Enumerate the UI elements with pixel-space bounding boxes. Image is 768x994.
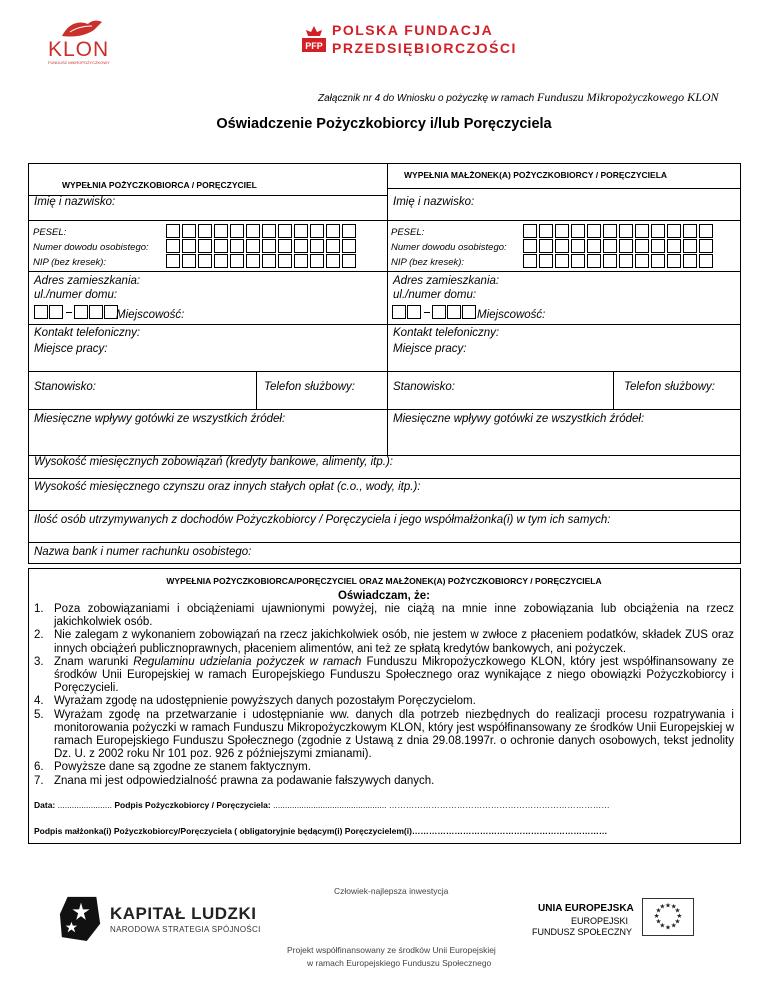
eu-flag-icon (642, 898, 694, 936)
svg-text:★: ★ (665, 923, 671, 932)
right-work-phone-label: Telefon służbowy: (624, 381, 715, 393)
left-pesel-label: PESEL: (33, 227, 67, 238)
svg-text:★: ★ (659, 921, 666, 930)
cofinance-line1: Projekt współfinansowany ze środków Unii Europejskiej (287, 945, 496, 955)
signature-line (34, 800, 610, 810)
ue-line1: EUROPEJSKI (571, 916, 629, 926)
cofinance-line2: w ramach Europejskiego Funduszu Społecznego (307, 958, 492, 968)
svg-text:★: ★ (659, 902, 666, 911)
left-nip-label: NIP (bez kresek): (33, 257, 107, 268)
svg-text:★: ★ (665, 901, 671, 910)
declaration-item: 2. Nie zalegam z wykonaniem zobowiązań na rzecz jakichkolwiek osób, nie jestem w zwłoce z płaceniem podatków, składek ZUS oraz innych obciążeń publicznoprawnych, płaceniem alimentów, ani też ze spłatą kredytów bankowych, ani pożyczek. (34, 629, 734, 655)
left-id-cells[interactable] (166, 239, 358, 253)
date-field[interactable]: ....................... (57, 800, 112, 810)
right-street-label: ul./numer domu: (393, 289, 477, 301)
left-address-label: Adres zamieszkania: (34, 275, 141, 287)
right-nip-label: NIP (bez kresek): (391, 257, 465, 268)
left-income-label: Miesięczne wpływy gotówki ze wszystkich źródeł: (34, 413, 286, 425)
right-city-label: Miejscowość: (477, 309, 546, 321)
right-pesel-label: PESEL: (391, 227, 425, 238)
right-zip-cells[interactable] (392, 305, 477, 319)
svg-text:★: ★ (674, 906, 681, 915)
declaration-item: 7. Znana mi jest odpowiedzialność prawna za podawanie fałszywych danych. (34, 774, 435, 787)
pfp-badge: PFP (305, 41, 323, 51)
svg-text:★: ★ (670, 921, 677, 930)
left-header: WYPEŁNIA POŻYCZKOBIORCA / PORĘCZYCIEL (62, 180, 257, 190)
right-address-label: Adres zamieszkania: (393, 275, 500, 287)
footer-slogan: Człowiek-najlepsza inwestycja (334, 886, 449, 896)
right-nip-cells[interactable] (523, 254, 715, 268)
annex-fund: Funduszu Mikropożyczkowego KLON (536, 90, 719, 104)
kapital-ludzki-logo-icon (58, 890, 104, 946)
pfp-logo-icon (302, 24, 326, 54)
page-title: Oświadczenie Pożyczkobiorcy i/lub Poręczyciela (216, 116, 552, 132)
declaration-item: 1. Poza zobowiązaniami i obciążeniami ujawnionymi powyżej, nie ciążą na mnie inne zobowiązania lub obciążenia na rzecz jakichkolwiek osób. (34, 603, 734, 629)
svg-text:★: ★ (655, 917, 662, 926)
right-name-label: Imię i nazwisko: (393, 196, 475, 208)
left-nip-cells[interactable] (166, 254, 358, 268)
ue-title: UNIA EUROPEJSKA (538, 903, 634, 914)
dependents-label: Ilość osób utrzymywanych z dochodów Pożyczkobiorcy / Poręczyciela i jego współmałżonka(i) w tym ich samych: (34, 514, 611, 526)
declaration-header: WYPEŁNIA POŻYCZKOBIORCA/PORĘCZYCIEL ORAZ MAŁŻONEK(A) POŻYCZKOBIORCY / PORĘCZYCIELA (166, 576, 602, 586)
right-pesel-cells[interactable] (523, 224, 715, 238)
annex-prefix: Załącznik nr 4 do Wniosku o pożyczkę w ramach (318, 93, 535, 104)
left-city-label: Miejscowość: (116, 309, 185, 321)
left-id-label: Numer dowodu osobistego: (33, 242, 149, 253)
left-position-label: Stanowisko: (34, 381, 97, 393)
declaration-list (34, 603, 734, 788)
svg-text:★: ★ (670, 902, 677, 911)
svg-text:★: ★ (676, 911, 683, 920)
obligations-label: Wysokość miesięcznych zobowiązań (kredyty bankowe, alimenty, itp.): (34, 456, 393, 468)
left-work-phone-label: Telefon służbowy: (264, 381, 355, 393)
svg-text:★: ★ (655, 906, 662, 915)
right-phone-label: Kontakt telefoniczny: (393, 327, 500, 339)
svg-text:★: ★ (653, 911, 660, 920)
rent-label: Wysokość miesięcznego czynszu oraz innych stałych opłat (c.o., wody, itp.): (34, 481, 421, 493)
declaration-item: 6. Powyższe dane są zgodne ze stanem faktycznym. (34, 761, 311, 774)
date-label: Data: (34, 800, 56, 810)
left-phone-label: Kontakt telefoniczny: (34, 327, 141, 339)
right-workplace-label: Miejsce pracy: (393, 343, 467, 355)
declaration-item: 5. Wyrażam zgodę na przetwarzanie i udostępnianie ww. danych dla potrzeb niezbędnych do realizacji procesu rozpatrywania i monitorowania pożyczki w ramach Funduszu Mikropożyczkowym KLON, który jest współfinansowany ze środków Unii Europejskiej w ramach Europejskiego Funduszu Społecznego (zgodnie z Ustawą z dnia 29.08.1997r. o ochronie danych osobowych, tekst jednolity Dz. U. z 2002 roku Nr 101 poz. 926 z późniejszymi zmianami). (34, 708, 734, 761)
signature-field[interactable]: ................................................ …………………………………………………………………… (273, 800, 610, 810)
declaration-intro: Oświadczam, że: (337, 590, 431, 602)
klon-tagline: FUNDUSZ MIKROPOŻYCZKOWY (48, 60, 110, 65)
declaration-item: 4. Wyrażam zgodę na udostępnienie powyższych danych pozostałym Poręczycielom. (34, 695, 476, 708)
klon-logo: KLON (48, 38, 110, 61)
bank-label: Nazwa bank i numer rachunku osobistego: (34, 546, 252, 558)
kapital-ludzki-subtitle: NARODOWA STRATEGIA SPÓJNOŚCI (110, 925, 261, 934)
pfp-name-line2: PRZEDSIĘBIORCZOŚCI (332, 40, 517, 56)
signature-label: Podpis Pożyczkobiorcy / Poręczyciela: (114, 800, 271, 810)
left-pesel-cells[interactable] (166, 224, 358, 238)
kapital-ludzki-title: KAPITAŁ LUDZKI (110, 904, 257, 923)
klon-leaf-icon (58, 18, 104, 40)
annex-note (318, 90, 719, 105)
right-income-label: Miesięczne wpływy gotówki ze wszystkich źródeł: (393, 413, 645, 425)
left-workplace-label: Miejsce pracy: (34, 343, 108, 355)
right-id-cells[interactable] (523, 239, 715, 253)
left-zip-cells[interactable] (34, 305, 119, 319)
spouse-signature-line[interactable]: Podpis małżonka(i) Pożyczkobiorcy/Poręczyciela ( obligatoryjnie będącym(i) Poręczycielem(i)…………………………………………………………… (34, 826, 608, 836)
declaration-item: 3. Znam warunki Regulaminu udzielania pożyczek w ramach Funduszu Mikropożyczkowego KLON, który jest współfinansowany ze środków Unii Europejskiej w ramach Europejskiego Funduszu Społecznego oraz wynikające z niego obowiązki Pożyczkobiorcy i Poręczycieli. (34, 655, 734, 695)
ue-line2: FUNDUSZ SPOŁECZNY (532, 927, 633, 937)
right-id-label: Numer dowodu osobistego: (391, 242, 507, 253)
left-name-label: Imię i nazwisko: (34, 196, 116, 208)
svg-text:★: ★ (674, 917, 681, 926)
right-position-label: Stanowisko: (393, 381, 456, 393)
pfp-name-line1: POLSKA FUNDACJA (332, 22, 494, 38)
right-header: WYPEŁNIA MAŁŻONEK(A) POŻYCZKOBIORCY / PORĘCZYCIELA (404, 170, 668, 180)
left-street-label: ul./numer domu: (34, 289, 118, 301)
